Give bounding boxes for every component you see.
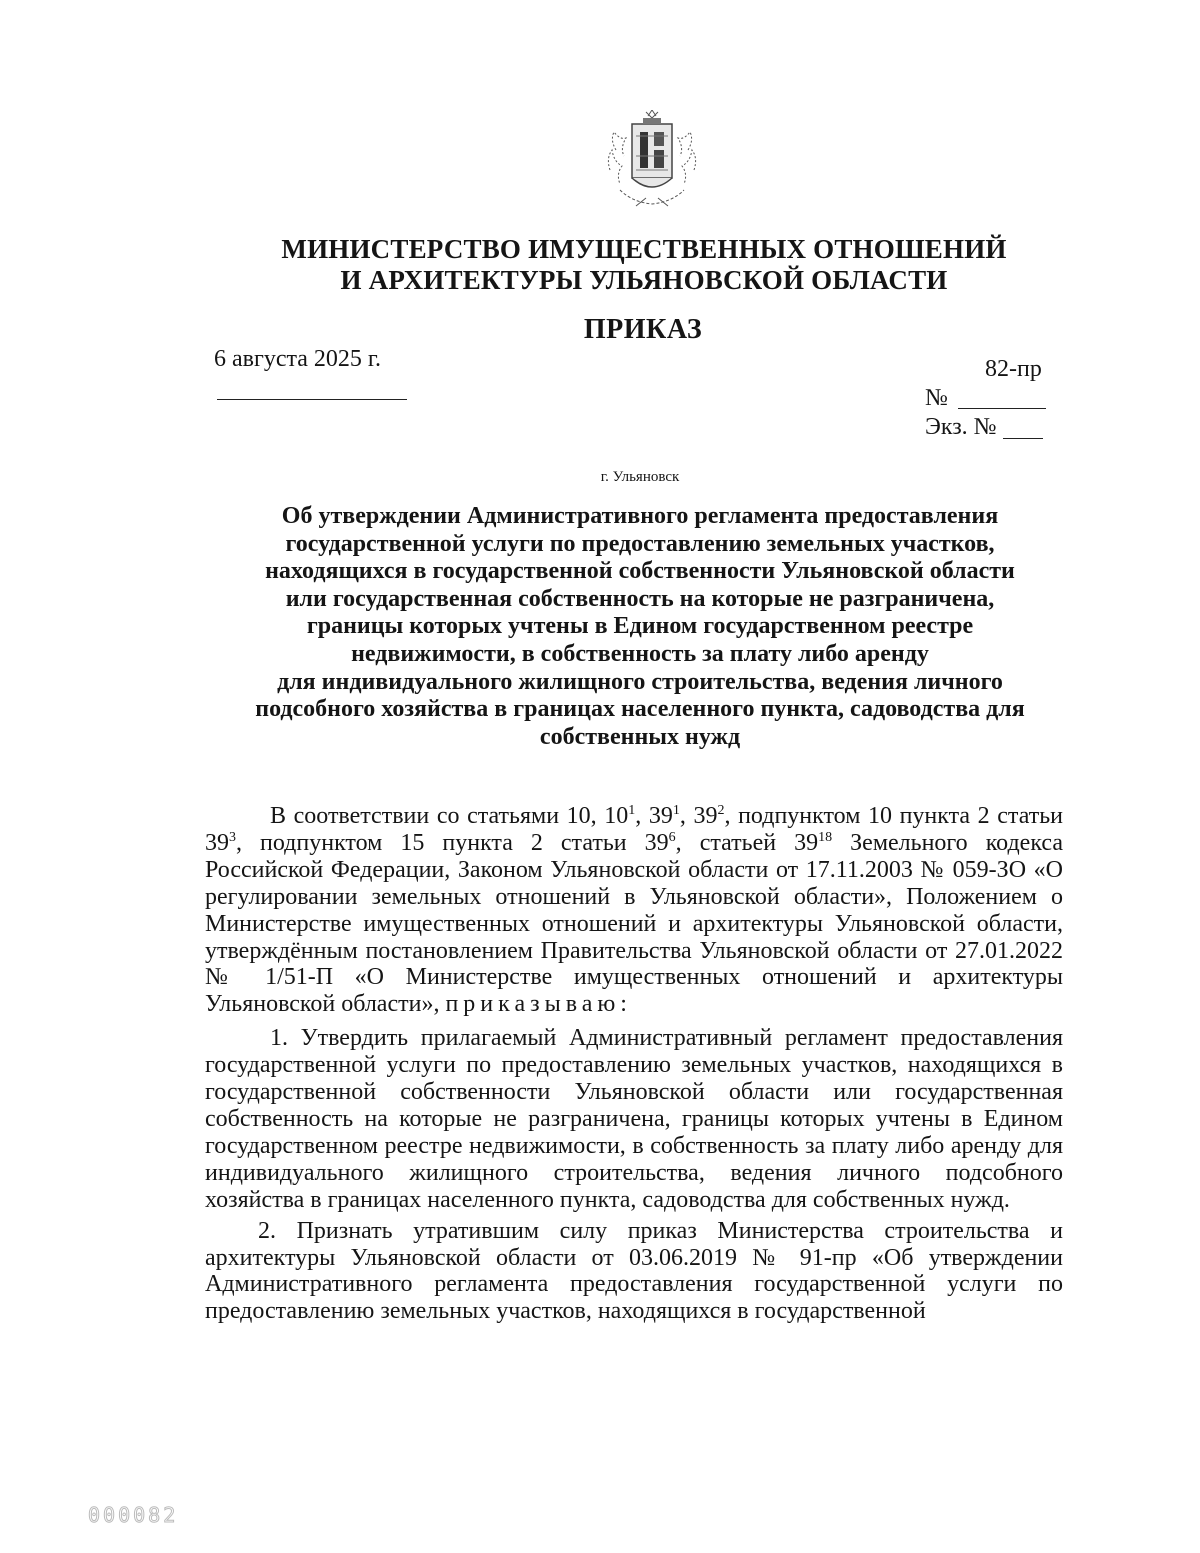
intro-text: В соответствии со статьями 10, 10 <box>270 803 629 829</box>
city-name: г. Ульяновск <box>600 469 680 485</box>
superscript: 2 <box>717 803 725 818</box>
intro-text: , подпунктом 10 пункта 2 статьи 39 <box>205 803 1064 856</box>
copy-number-underline <box>1003 438 1043 439</box>
superscript: 18 <box>818 829 833 845</box>
order-item-2: 2. Признать утратившим силу приказ Министерства строительства и архитектуры Ульяновской области от 03.06.2019 № 91-пр «Об утверждении Административного регламента предоставления государственной услуги по предоставлению земельных участков, находящихся в государственной <box>205 1217 1063 1325</box>
title-line: подсобного хозяйства в границах населенного пункта, садоводства для <box>255 696 1025 723</box>
document-body <box>205 803 1063 1325</box>
coat-of-arms-icon <box>596 110 708 210</box>
number-underline <box>958 408 1046 409</box>
document-type-heading: ПРИКАЗ <box>583 314 703 345</box>
number-label: № <box>925 385 948 411</box>
date-underline <box>217 399 407 400</box>
intro-text: , 39 <box>679 803 718 829</box>
title-line: для индивидуального жилищного строительства, ведения личного <box>277 668 1003 695</box>
title-line: или государственная собственность на которые не разграничена, <box>285 585 995 612</box>
intro-text: , 39 <box>635 803 673 829</box>
title-line: находящихся в государственной собственности Ульяновской области <box>265 558 1015 585</box>
order-item-1: 1. Утвердить прилагаемый Административный регламент предоставления государственной услуги по предоставлению земельных участков, находящихся в государственной собственности Ульяновской области или государственная собственность на которые не разграничена, границы которых учтены в Едином государственном реестре недвижимости, в собственность за плату либо аренду для индивидуального жилищного строительства, ведения личного подсобного хозяйства в границах населенного пункта, садоводства для собственных нужд. <box>205 1025 1063 1213</box>
superscript: 3 <box>229 829 236 845</box>
document-title <box>200 503 1080 751</box>
superscript: 1 <box>628 803 636 818</box>
intro-paragraph <box>205 803 1063 1018</box>
title-line: собственных нужд <box>539 723 741 750</box>
organization-name-line-1: МИНИСТЕРСТВО ИМУЩЕСТВЕННЫХ ОТНОШЕНИЙ <box>281 234 1007 264</box>
document-number: 82-пр <box>985 356 1042 382</box>
intro-text: , подпунктом 15 пункта 2 статьи 39 <box>236 829 669 856</box>
document-date: 6 августа 2025 г. <box>214 346 382 372</box>
title-line: Об утверждении Административного регламента предоставления <box>281 503 999 529</box>
order-word: приказываю: <box>445 991 632 1018</box>
organization-name-line-2: И АРХИТЕКТУРЫ УЛЬЯНОВСКОЙ ОБЛАСТИ <box>340 265 948 295</box>
intro-text: Земельного кодекса Российской Федерации, Законом Ульяновской области от 17.11.2003 № 059-ЗО «О регулировании земельных отношений в Ульяновской области», Положением о Министерстве имущественных отношений и архитектуры Ульяновской области, утверждённым постановлением Правительства Ульяновской области от 27.01.2022 № 1/51-П «О Министерстве имущественных отношений и архитектуры Ульяновской области», <box>205 829 1063 1018</box>
copy-number-label: Экз. № <box>925 414 997 440</box>
superscript: 1 <box>672 803 680 818</box>
title-line: государственной услуги по предоставлению земельных участков, <box>285 530 995 557</box>
intro-text: , статьей 39 <box>675 829 819 856</box>
superscript: 6 <box>668 829 676 845</box>
title-line: границы которых учтены в Едином государственном реестре <box>306 613 974 640</box>
page-counter-stamp <box>88 1503 194 1527</box>
stamp-text: 000082 <box>88 1503 179 1527</box>
title-line: недвижимости, в собственность за плату либо аренду <box>351 640 929 667</box>
